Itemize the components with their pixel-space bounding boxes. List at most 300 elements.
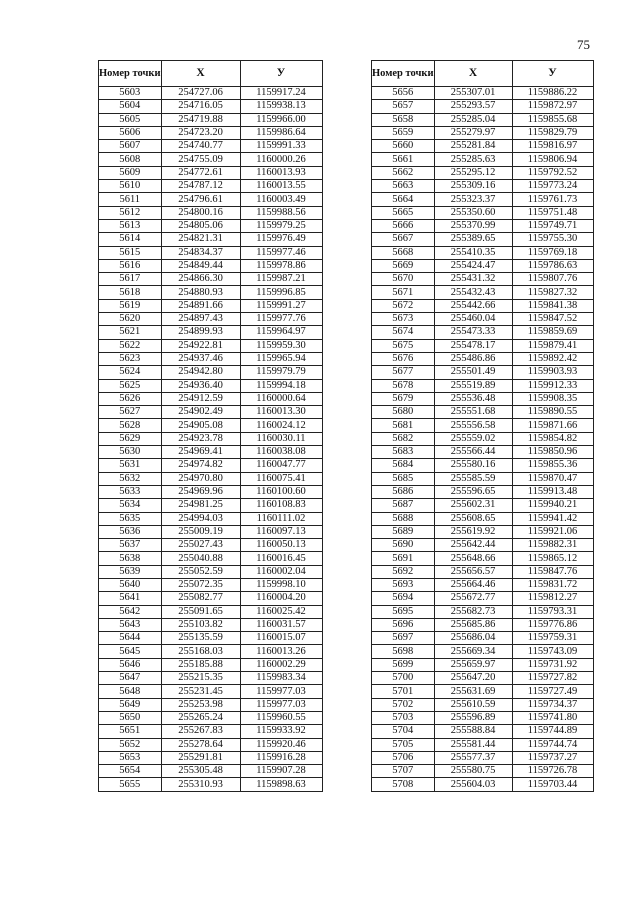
table-row <box>372 326 594 339</box>
point-number-cell: 5681 <box>372 419 435 432</box>
x-coordinate-cell: 255478.17 <box>434 339 512 352</box>
point-number-cell: 5638 <box>99 552 162 565</box>
point-number-cell: 5685 <box>372 472 435 485</box>
point-number-cell: 5623 <box>99 352 162 365</box>
y-coordinate-cell: 1159938.13 <box>240 100 322 113</box>
point-number-cell: 5624 <box>99 366 162 379</box>
point-number-cell: 5663 <box>372 180 435 193</box>
y-coordinate-cell: 1159879.41 <box>512 339 593 352</box>
table-row <box>372 512 594 525</box>
x-coordinate-cell: 255293.57 <box>434 100 512 113</box>
table-row <box>99 578 323 591</box>
y-coordinate-cell: 1160097.13 <box>240 525 322 538</box>
x-coordinate-cell: 254849.44 <box>161 259 240 272</box>
table-row <box>99 685 323 698</box>
x-coordinate-cell: 255253.98 <box>161 698 240 711</box>
x-coordinate-cell: 254805.06 <box>161 219 240 232</box>
table-row <box>99 219 323 232</box>
table-row <box>99 751 323 764</box>
x-coordinate-cell: 255473.33 <box>434 326 512 339</box>
table-row <box>372 645 594 658</box>
x-coordinate-cell: 255672.77 <box>434 592 512 605</box>
x-coordinate-cell: 255501.49 <box>434 366 512 379</box>
x-coordinate-cell: 255559.02 <box>434 432 512 445</box>
y-coordinate-cell: 1159996.85 <box>240 286 322 299</box>
table-row <box>372 685 594 698</box>
point-number-cell: 5605 <box>99 113 162 126</box>
table-row <box>99 206 323 219</box>
x-coordinate-cell: 254981.25 <box>161 499 240 512</box>
point-number-cell: 5611 <box>99 193 162 206</box>
x-coordinate-cell: 254772.61 <box>161 166 240 179</box>
table-row <box>372 166 594 179</box>
y-coordinate-cell: 1159941.42 <box>512 512 593 525</box>
table-row <box>372 233 594 246</box>
table-row <box>372 698 594 711</box>
table-row <box>372 459 594 472</box>
y-coordinate-cell: 1159773.24 <box>512 180 593 193</box>
point-number-cell: 5658 <box>372 113 435 126</box>
table-row <box>372 273 594 286</box>
point-number-cell: 5626 <box>99 392 162 405</box>
y-coordinate-cell: 1159882.31 <box>512 539 593 552</box>
x-coordinate-cell: 255604.03 <box>434 778 512 791</box>
point-number-cell: 5687 <box>372 499 435 512</box>
point-number-cell: 5651 <box>99 725 162 738</box>
table-header-row <box>372 61 594 87</box>
table-row <box>99 499 323 512</box>
x-coordinate-cell: 255135.59 <box>161 632 240 645</box>
y-coordinate-cell: 1159977.46 <box>240 246 322 259</box>
point-number-cell: 5677 <box>372 366 435 379</box>
x-coordinate-cell: 255052.59 <box>161 565 240 578</box>
table-row <box>99 459 323 472</box>
header-y: У <box>512 61 593 87</box>
table-row <box>372 379 594 392</box>
table-row <box>99 326 323 339</box>
point-number-cell: 5657 <box>372 100 435 113</box>
y-coordinate-cell: 1159898.63 <box>240 778 322 791</box>
y-coordinate-cell: 1159761.73 <box>512 193 593 206</box>
table-row <box>372 193 594 206</box>
y-coordinate-cell: 1160111.02 <box>240 512 322 525</box>
table-row <box>99 246 323 259</box>
x-coordinate-cell: 255285.63 <box>434 153 512 166</box>
x-coordinate-cell: 255307.01 <box>434 87 512 100</box>
y-coordinate-cell: 1159959.30 <box>240 339 322 352</box>
point-number-cell: 5655 <box>99 778 162 791</box>
y-coordinate-cell: 1160108.83 <box>240 499 322 512</box>
point-number-cell: 5667 <box>372 233 435 246</box>
y-coordinate-cell: 1160003.49 <box>240 193 322 206</box>
x-coordinate-cell: 255581.44 <box>434 738 512 751</box>
table-row <box>99 352 323 365</box>
x-coordinate-cell: 255669.34 <box>434 645 512 658</box>
point-number-cell: 5642 <box>99 605 162 618</box>
y-coordinate-cell: 1159966.00 <box>240 113 322 126</box>
x-coordinate-cell: 254891.66 <box>161 299 240 312</box>
x-coordinate-cell: 254905.08 <box>161 419 240 432</box>
point-number-cell: 5665 <box>372 206 435 219</box>
point-number-cell: 5629 <box>99 432 162 445</box>
y-coordinate-cell: 1159965.94 <box>240 352 322 365</box>
y-coordinate-cell: 1159870.47 <box>512 472 593 485</box>
table-row <box>99 711 323 724</box>
y-coordinate-cell: 1159786.63 <box>512 259 593 272</box>
table-row <box>99 273 323 286</box>
point-number-cell: 5634 <box>99 499 162 512</box>
y-coordinate-cell: 1159987.21 <box>240 273 322 286</box>
y-coordinate-cell: 1159755.30 <box>512 233 593 246</box>
point-number-cell: 5701 <box>372 685 435 698</box>
y-coordinate-cell: 1159979.79 <box>240 366 322 379</box>
table-row <box>372 126 594 139</box>
table-row <box>372 765 594 778</box>
table-row <box>372 672 594 685</box>
point-number-cell: 5674 <box>372 326 435 339</box>
y-coordinate-cell: 1160013.26 <box>240 645 322 658</box>
y-coordinate-cell: 1159920.46 <box>240 738 322 751</box>
x-coordinate-cell: 255577.37 <box>434 751 512 764</box>
table-row <box>99 153 323 166</box>
table-row <box>372 485 594 498</box>
point-number-cell: 5693 <box>372 578 435 591</box>
point-number-cell: 5633 <box>99 485 162 498</box>
table-row <box>99 193 323 206</box>
x-coordinate-cell: 255279.97 <box>434 126 512 139</box>
x-coordinate-cell: 254719.88 <box>161 113 240 126</box>
table-row <box>99 299 323 312</box>
x-coordinate-cell: 255686.04 <box>434 632 512 645</box>
point-number-cell: 5702 <box>372 698 435 711</box>
x-coordinate-cell: 255370.99 <box>434 219 512 232</box>
point-number-cell: 5635 <box>99 512 162 525</box>
y-coordinate-cell: 1160000.26 <box>240 153 322 166</box>
y-coordinate-cell: 1159827.32 <box>512 286 593 299</box>
x-coordinate-cell: 254796.61 <box>161 193 240 206</box>
y-coordinate-cell: 1159841.38 <box>512 299 593 312</box>
table-row <box>99 180 323 193</box>
y-coordinate-cell: 1160024.12 <box>240 419 322 432</box>
point-number-cell: 5621 <box>99 326 162 339</box>
y-coordinate-cell: 1159734.37 <box>512 698 593 711</box>
point-number-cell: 5688 <box>372 512 435 525</box>
y-coordinate-cell: 1159976.49 <box>240 233 322 246</box>
point-number-cell: 5678 <box>372 379 435 392</box>
table-row <box>99 126 323 139</box>
table-row <box>99 658 323 671</box>
header-point-number: Номер точки <box>372 61 435 87</box>
table-row <box>99 100 323 113</box>
point-number-cell: 5652 <box>99 738 162 751</box>
point-number-cell: 5654 <box>99 765 162 778</box>
x-coordinate-cell: 255664.46 <box>434 578 512 591</box>
table-row <box>372 578 594 591</box>
y-coordinate-cell: 1159859.69 <box>512 326 593 339</box>
y-coordinate-cell: 1159988.56 <box>240 206 322 219</box>
table-row <box>372 113 594 126</box>
y-coordinate-cell: 1159991.33 <box>240 140 322 153</box>
x-coordinate-cell: 255323.37 <box>434 193 512 206</box>
x-coordinate-cell: 254727.06 <box>161 87 240 100</box>
point-number-cell: 5637 <box>99 539 162 552</box>
x-coordinate-cell: 254969.96 <box>161 485 240 498</box>
y-coordinate-cell: 1159994.18 <box>240 379 322 392</box>
x-coordinate-cell: 255309.16 <box>434 180 512 193</box>
y-coordinate-cell: 1160038.08 <box>240 446 322 459</box>
x-coordinate-cell: 254740.77 <box>161 140 240 153</box>
y-coordinate-cell: 1159916.28 <box>240 751 322 764</box>
x-coordinate-cell: 255265.24 <box>161 711 240 724</box>
table-row <box>372 366 594 379</box>
table-row <box>99 432 323 445</box>
table-row <box>99 485 323 498</box>
x-coordinate-cell: 254899.93 <box>161 326 240 339</box>
point-number-cell: 5666 <box>372 219 435 232</box>
x-coordinate-cell: 255486.86 <box>434 352 512 365</box>
table-row <box>99 392 323 405</box>
x-coordinate-cell: 255215.35 <box>161 672 240 685</box>
y-coordinate-cell: 1160047.77 <box>240 459 322 472</box>
header-point-number: Номер точки <box>99 61 162 87</box>
point-number-cell: 5697 <box>372 632 435 645</box>
point-number-cell: 5620 <box>99 313 162 326</box>
point-number-cell: 5700 <box>372 672 435 685</box>
point-number-cell: 5661 <box>372 153 435 166</box>
point-number-cell: 5704 <box>372 725 435 738</box>
x-coordinate-cell: 255424.47 <box>434 259 512 272</box>
y-coordinate-cell: 1159744.89 <box>512 725 593 738</box>
point-number-cell: 5703 <box>372 711 435 724</box>
y-coordinate-cell: 1160013.93 <box>240 166 322 179</box>
table-row <box>372 632 594 645</box>
point-number-cell: 5630 <box>99 446 162 459</box>
x-coordinate-cell: 255556.58 <box>434 419 512 432</box>
table-row <box>99 525 323 538</box>
point-number-cell: 5606 <box>99 126 162 139</box>
table-row <box>99 738 323 751</box>
y-coordinate-cell: 1159807.76 <box>512 273 593 286</box>
table-row <box>372 259 594 272</box>
point-number-cell: 5686 <box>372 485 435 498</box>
point-number-cell: 5649 <box>99 698 162 711</box>
table-row <box>372 180 594 193</box>
y-coordinate-cell: 1159921.06 <box>512 525 593 538</box>
x-coordinate-cell: 255460.04 <box>434 313 512 326</box>
table-row <box>372 419 594 432</box>
table-row <box>99 419 323 432</box>
table-row <box>99 618 323 631</box>
x-coordinate-cell: 255091.65 <box>161 605 240 618</box>
table-row <box>372 778 594 791</box>
y-coordinate-cell: 1159986.64 <box>240 126 322 139</box>
point-number-cell: 5636 <box>99 525 162 538</box>
point-number-cell: 5613 <box>99 219 162 232</box>
x-coordinate-cell: 255588.84 <box>434 725 512 738</box>
point-number-cell: 5646 <box>99 658 162 671</box>
point-number-cell: 5645 <box>99 645 162 658</box>
x-coordinate-cell: 255305.48 <box>161 765 240 778</box>
y-coordinate-cell: 1159871.66 <box>512 419 593 432</box>
y-coordinate-cell: 1159744.74 <box>512 738 593 751</box>
y-coordinate-cell: 1160075.41 <box>240 472 322 485</box>
point-number-cell: 5706 <box>372 751 435 764</box>
table-row <box>372 153 594 166</box>
x-coordinate-cell: 255682.73 <box>434 605 512 618</box>
table-row <box>372 406 594 419</box>
point-number-cell: 5608 <box>99 153 162 166</box>
x-coordinate-cell: 255350.60 <box>434 206 512 219</box>
table-row <box>99 698 323 711</box>
y-coordinate-cell: 1160002.29 <box>240 658 322 671</box>
table-row <box>372 140 594 153</box>
table-row <box>372 100 594 113</box>
y-coordinate-cell: 1159759.31 <box>512 632 593 645</box>
y-coordinate-cell: 1160000.64 <box>240 392 322 405</box>
y-coordinate-cell: 1159933.92 <box>240 725 322 738</box>
table-row <box>372 219 594 232</box>
y-coordinate-cell: 1159912.33 <box>512 379 593 392</box>
x-coordinate-cell: 255432.43 <box>434 286 512 299</box>
x-coordinate-cell: 255291.81 <box>161 751 240 764</box>
x-coordinate-cell: 255648.66 <box>434 552 512 565</box>
table-row <box>372 472 594 485</box>
table-row <box>372 299 594 312</box>
y-coordinate-cell: 1160025.42 <box>240 605 322 618</box>
y-coordinate-cell: 1159908.35 <box>512 392 593 405</box>
y-coordinate-cell: 1159847.76 <box>512 565 593 578</box>
point-number-cell: 5705 <box>372 738 435 751</box>
table-row <box>372 738 594 751</box>
point-number-cell: 5628 <box>99 419 162 432</box>
point-number-cell: 5669 <box>372 259 435 272</box>
point-number-cell: 5647 <box>99 672 162 685</box>
x-coordinate-cell: 255231.45 <box>161 685 240 698</box>
table-row <box>99 366 323 379</box>
y-coordinate-cell: 1159854.82 <box>512 432 593 445</box>
table-row <box>99 113 323 126</box>
point-number-cell: 5640 <box>99 578 162 591</box>
point-number-cell: 5673 <box>372 313 435 326</box>
point-number-cell: 5684 <box>372 459 435 472</box>
point-number-cell: 5675 <box>372 339 435 352</box>
x-coordinate-cell: 254974.82 <box>161 459 240 472</box>
point-number-cell: 5671 <box>372 286 435 299</box>
x-coordinate-cell: 254912.59 <box>161 392 240 405</box>
point-number-cell: 5617 <box>99 273 162 286</box>
table-row <box>99 765 323 778</box>
coordinates-table-right <box>371 60 594 792</box>
y-coordinate-cell: 1159872.97 <box>512 100 593 113</box>
x-coordinate-cell: 255082.77 <box>161 592 240 605</box>
table-row <box>372 432 594 445</box>
x-coordinate-cell: 254787.12 <box>161 180 240 193</box>
y-coordinate-cell: 1159998.10 <box>240 578 322 591</box>
point-number-cell: 5650 <box>99 711 162 724</box>
point-number-cell: 5644 <box>99 632 162 645</box>
x-coordinate-cell: 254723.20 <box>161 126 240 139</box>
y-coordinate-cell: 1159991.27 <box>240 299 322 312</box>
table-row <box>99 552 323 565</box>
x-coordinate-cell: 255310.93 <box>161 778 240 791</box>
point-number-cell: 5631 <box>99 459 162 472</box>
point-number-cell: 5609 <box>99 166 162 179</box>
x-coordinate-cell: 255656.57 <box>434 565 512 578</box>
x-coordinate-cell: 254969.41 <box>161 446 240 459</box>
point-number-cell: 5610 <box>99 180 162 193</box>
y-coordinate-cell: 1159865.12 <box>512 552 593 565</box>
point-number-cell: 5627 <box>99 406 162 419</box>
table-row <box>99 339 323 352</box>
point-number-cell: 5603 <box>99 87 162 100</box>
x-coordinate-cell: 255602.31 <box>434 499 512 512</box>
y-coordinate-cell: 1159886.22 <box>512 87 593 100</box>
table-row <box>99 725 323 738</box>
table-row <box>372 711 594 724</box>
x-coordinate-cell: 255103.82 <box>161 618 240 631</box>
table-row <box>372 313 594 326</box>
point-number-cell: 5604 <box>99 100 162 113</box>
point-number-cell: 5619 <box>99 299 162 312</box>
x-coordinate-cell: 255610.59 <box>434 698 512 711</box>
table-row <box>372 499 594 512</box>
point-number-cell: 5622 <box>99 339 162 352</box>
table-row <box>372 725 594 738</box>
table-row <box>99 379 323 392</box>
y-coordinate-cell: 1159917.24 <box>240 87 322 100</box>
y-coordinate-cell: 1159979.25 <box>240 219 322 232</box>
x-coordinate-cell: 255566.44 <box>434 446 512 459</box>
x-coordinate-cell: 255519.89 <box>434 379 512 392</box>
x-coordinate-cell: 255596.89 <box>434 711 512 724</box>
y-coordinate-cell: 1159731.92 <box>512 658 593 671</box>
point-number-cell: 5653 <box>99 751 162 764</box>
point-number-cell: 5699 <box>372 658 435 671</box>
x-coordinate-cell: 254970.80 <box>161 472 240 485</box>
point-number-cell: 5670 <box>372 273 435 286</box>
point-number-cell: 5696 <box>372 618 435 631</box>
y-coordinate-cell: 1159829.79 <box>512 126 593 139</box>
y-coordinate-cell: 1159903.93 <box>512 366 593 379</box>
x-coordinate-cell: 255027.43 <box>161 539 240 552</box>
x-coordinate-cell: 255410.35 <box>434 246 512 259</box>
point-number-cell: 5616 <box>99 259 162 272</box>
table-header-row <box>99 61 323 87</box>
y-coordinate-cell: 1160004.20 <box>240 592 322 605</box>
x-coordinate-cell: 254922.81 <box>161 339 240 352</box>
x-coordinate-cell: 255580.16 <box>434 459 512 472</box>
y-coordinate-cell: 1159743.09 <box>512 645 593 658</box>
y-coordinate-cell: 1159737.27 <box>512 751 593 764</box>
x-coordinate-cell: 255442.66 <box>434 299 512 312</box>
y-coordinate-cell: 1159907.28 <box>240 765 322 778</box>
y-coordinate-cell: 1159816.97 <box>512 140 593 153</box>
x-coordinate-cell: 254880.93 <box>161 286 240 299</box>
y-coordinate-cell: 1159751.48 <box>512 206 593 219</box>
x-coordinate-cell: 255009.19 <box>161 525 240 538</box>
x-coordinate-cell: 255659.97 <box>434 658 512 671</box>
y-coordinate-cell: 1159890.55 <box>512 406 593 419</box>
table-row <box>372 605 594 618</box>
table-row <box>99 512 323 525</box>
y-coordinate-cell: 1159793.31 <box>512 605 593 618</box>
point-number-cell: 5656 <box>372 87 435 100</box>
x-coordinate-cell: 255585.59 <box>434 472 512 485</box>
point-number-cell: 5708 <box>372 778 435 791</box>
table-row <box>372 286 594 299</box>
point-number-cell: 5625 <box>99 379 162 392</box>
x-coordinate-cell: 254866.30 <box>161 273 240 286</box>
